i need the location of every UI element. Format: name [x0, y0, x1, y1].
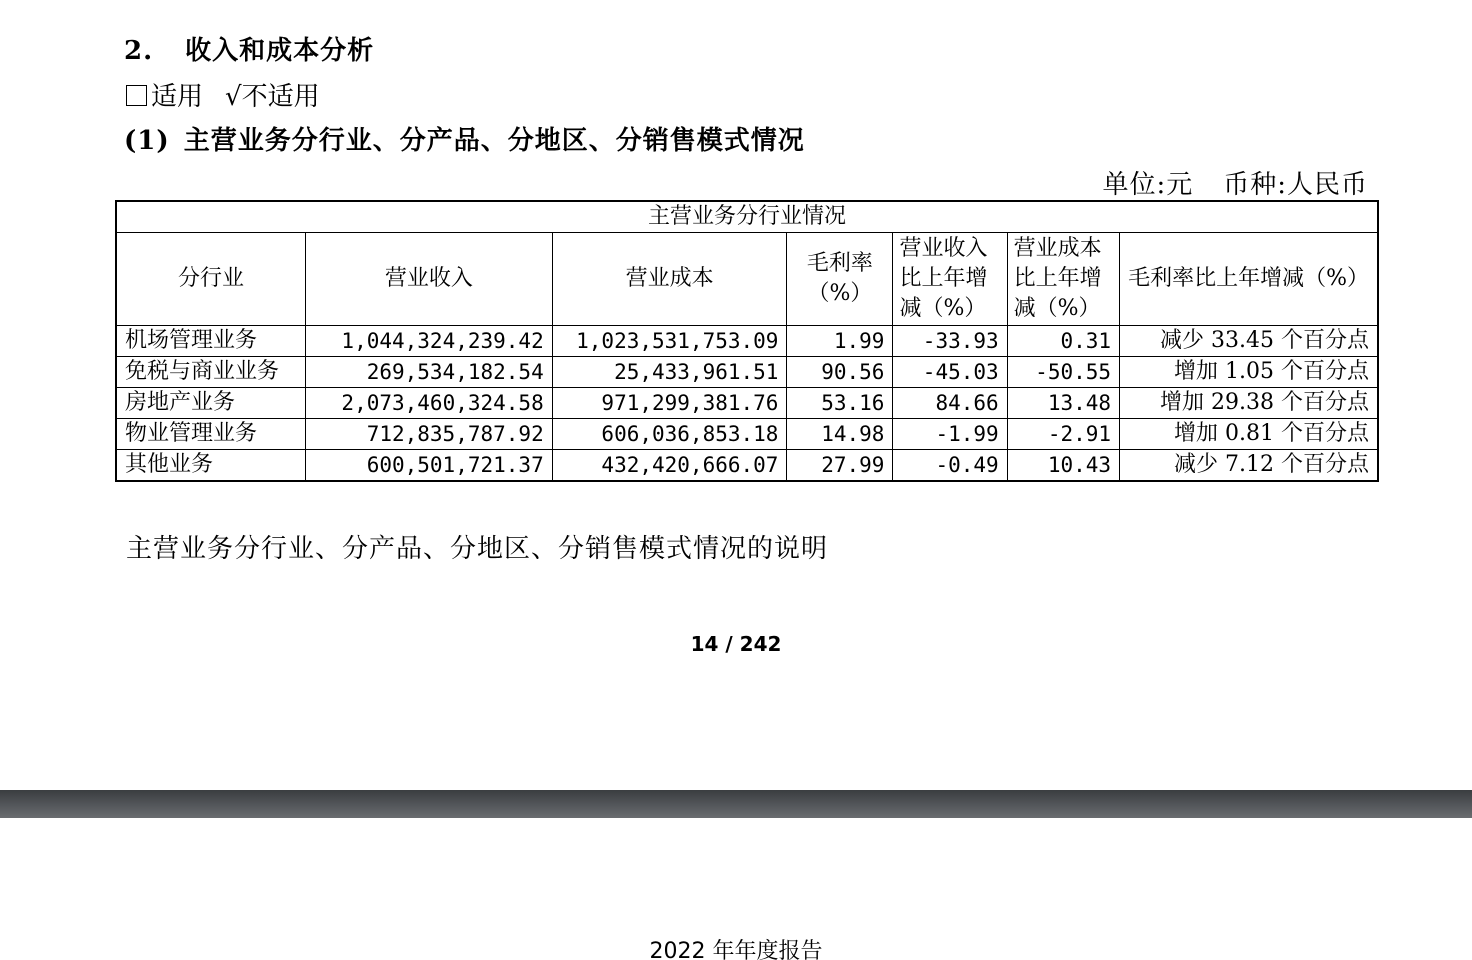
table-header-row — [116, 233, 1378, 326]
page-number: 14 / 242 — [690, 632, 782, 656]
cell-cost: 971,299,381.76 — [552, 388, 787, 419]
not-applicable-label: 不适用 — [241, 82, 320, 112]
industry-table — [115, 200, 1379, 482]
table-row — [116, 357, 1378, 388]
cell-revenue: 1,044,324,239.42 — [306, 326, 553, 357]
applicability-line — [126, 76, 320, 113]
cell-cost-change: 13.48 — [1007, 388, 1119, 419]
cell-revenue-change: -33.93 — [893, 326, 1007, 357]
table-row — [116, 450, 1378, 482]
header-cost-change: 营业成本比上年增减（%） — [1007, 233, 1119, 326]
table-caption: 主营业务分行业情况 — [116, 201, 1378, 233]
subsection-title: 主营业务分行业、分产品、分地区、分销售模式情况 — [183, 126, 805, 156]
table-row — [116, 419, 1378, 450]
cell-cost-change: -50.55 — [1007, 357, 1119, 388]
cell-cost-change: 10.43 — [1007, 450, 1119, 482]
subsection-number: (1) — [124, 126, 170, 156]
table-row — [116, 388, 1378, 419]
table-row — [116, 326, 1378, 357]
applicable-label: 适用 — [151, 82, 204, 112]
cell-revenue: 712,835,787.92 — [306, 419, 553, 450]
header-revenue-change: 营业收入比上年增减（%） — [893, 233, 1007, 326]
page-footer: 2022 年年度报告 — [649, 939, 823, 960]
cell-revenue: 269,534,182.54 — [306, 357, 553, 388]
cell-margin-change: 减少 33.45 个百分点 — [1120, 326, 1378, 357]
cell-industry: 其他业务 — [116, 450, 306, 482]
check-mark-icon: √ — [225, 82, 242, 112]
cell-revenue: 2,073,460,324.58 — [306, 388, 553, 419]
cell-margin-change: 减少 7.12 个百分点 — [1120, 450, 1378, 482]
cell-margin: 27.99 — [787, 450, 893, 482]
cell-cost: 606,036,853.18 — [552, 419, 787, 450]
cell-margin: 53.16 — [787, 388, 893, 419]
header-industry: 分行业 — [116, 233, 306, 326]
page-divider-bar — [0, 790, 1472, 818]
cell-revenue-change: 84.66 — [893, 388, 1007, 419]
unit-line — [1102, 164, 1368, 201]
section-number: 2. — [124, 36, 154, 66]
cell-margin: 14.98 — [787, 419, 893, 450]
cell-revenue-change: -1.99 — [893, 419, 1007, 450]
unchecked-box-icon — [126, 85, 147, 106]
cell-cost-change: 0.31 — [1007, 326, 1119, 357]
cell-margin-change: 增加 0.81 个百分点 — [1120, 419, 1378, 450]
header-cost: 营业成本 — [552, 233, 787, 326]
currency-label: 币种:人民币 — [1223, 170, 1368, 200]
header-revenue: 营业收入 — [306, 233, 553, 326]
cell-margin: 90.56 — [787, 357, 893, 388]
cell-revenue: 600,501,721.37 — [306, 450, 553, 482]
header-margin-change: 毛利率比上年增减（%） — [1120, 233, 1378, 326]
cell-cost: 1,023,531,753.09 — [552, 326, 787, 357]
cell-industry: 物业管理业务 — [116, 419, 306, 450]
cell-revenue-change: -45.03 — [893, 357, 1007, 388]
cell-cost-change: -2.91 — [1007, 419, 1119, 450]
section-heading — [124, 30, 374, 67]
cell-industry: 机场管理业务 — [116, 326, 306, 357]
cell-industry: 免税与商业业务 — [116, 357, 306, 388]
cell-margin-change: 增加 29.38 个百分点 — [1120, 388, 1378, 419]
unit-label: 单位:元 — [1102, 170, 1194, 200]
cell-margin-change: 增加 1.05 个百分点 — [1120, 357, 1378, 388]
section-title: 收入和成本分析 — [185, 36, 375, 66]
cell-margin: 1.99 — [787, 326, 893, 357]
subsection-heading — [124, 120, 805, 157]
explanation-heading: 主营业务分行业、分产品、分地区、分销售模式情况的说明 — [126, 534, 829, 564]
cell-revenue-change: -0.49 — [893, 450, 1007, 482]
cell-cost: 432,420,666.07 — [552, 450, 787, 482]
cell-industry: 房地产业务 — [116, 388, 306, 419]
header-margin: 毛利率（%） — [787, 233, 893, 326]
cell-cost: 25,433,961.51 — [552, 357, 787, 388]
